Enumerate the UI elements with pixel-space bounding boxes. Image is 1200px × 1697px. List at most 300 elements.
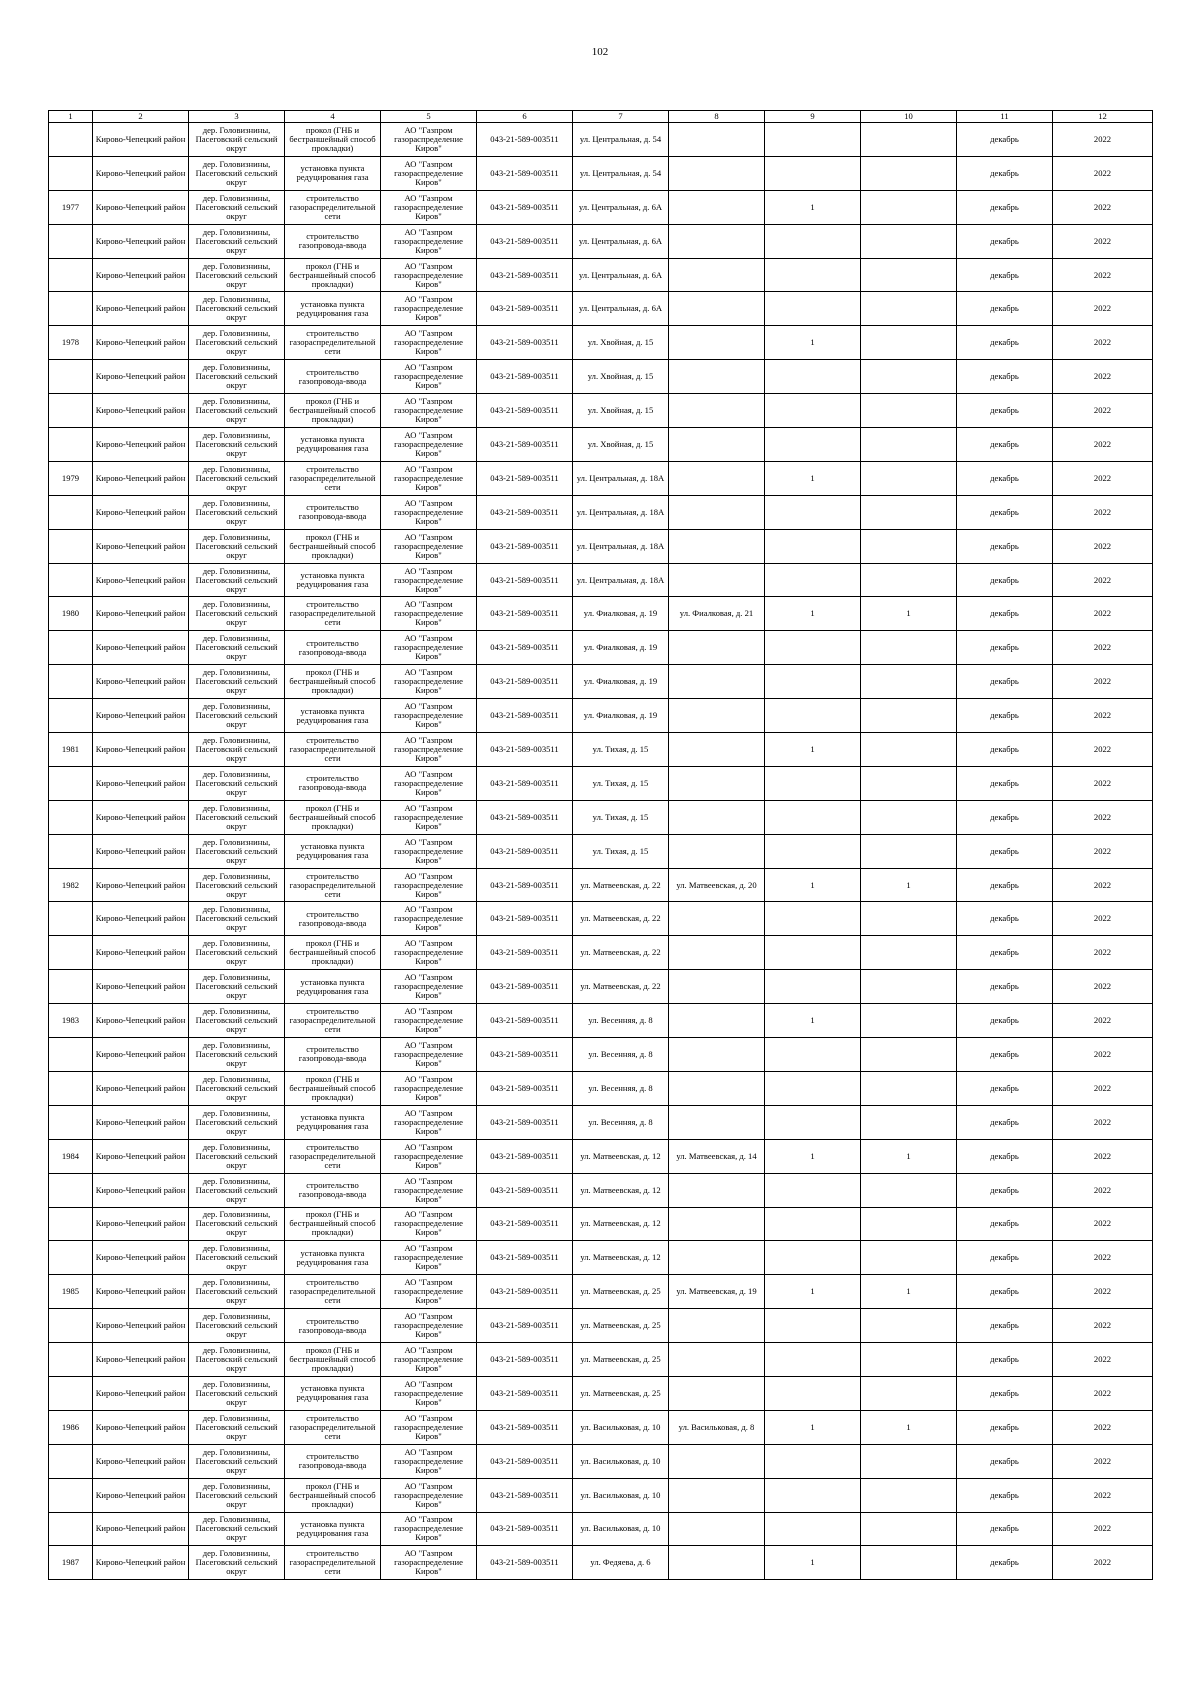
address-text: ул. Матвеевская, д. 12 (580, 1219, 661, 1229)
organization-text: АО "Газпром газораспределение Киров" (394, 363, 463, 391)
settlement-text: дер. Головизнины, Пасеговский сельский округ (195, 1549, 278, 1577)
table-row (49, 1071, 1153, 1105)
cell-district (93, 699, 189, 733)
year-text: 2022 (1093, 134, 1112, 144)
cell-registry-number (477, 665, 573, 699)
settlement-text: дер. Головизнины, Пасеговский сельский округ (195, 1176, 278, 1204)
organization-text: АО "Газпром газораспределение Киров" (394, 329, 463, 357)
district-text: Кирово-Чепецкий район (95, 1490, 186, 1500)
cell-registry-number (477, 699, 573, 733)
cell-year (1053, 224, 1153, 258)
cell-row-number (49, 563, 93, 597)
cell-count-a (765, 766, 861, 800)
cell-registry-number (477, 1546, 573, 1580)
organization-text: АО "Газпром газораспределение Киров" (394, 1481, 463, 1509)
cell-district (93, 936, 189, 970)
month-text: декабрь (990, 439, 1019, 449)
month-text: декабрь (990, 236, 1019, 246)
cell-month (957, 123, 1053, 157)
district-text: Кирово-Чепецкий район (95, 541, 186, 551)
column-header: 7 (573, 111, 669, 123)
work-type-text: строительство газопровода-ввода (298, 1452, 367, 1471)
cell-month (957, 665, 1053, 699)
address-text: ул. Фиалковая, д. 19 (583, 677, 658, 687)
cell-settlement (189, 902, 285, 936)
cell-second-address (669, 1241, 765, 1275)
district-text: Кирово-Чепецкий район (95, 1016, 186, 1026)
table-row (49, 1478, 1153, 1512)
count-a-text: 1 (810, 1151, 815, 1161)
cell-organization (381, 1410, 477, 1444)
settlement-text: дер. Головизнины, Пасеговский сельский округ (195, 261, 278, 289)
cell-count-a (765, 800, 861, 834)
cell-district (93, 428, 189, 462)
cell-row-number (49, 1139, 93, 1173)
cell-year (1053, 733, 1153, 767)
cell-count-a (765, 1207, 861, 1241)
address-text: ул. Весенняя, д. 8 (588, 1049, 653, 1059)
district-text: Кирово-Чепецкий район (95, 1321, 186, 1331)
cell-registry-number (477, 597, 573, 631)
settlement-text: дер. Головизнины, Пасеговский сельский округ (195, 295, 278, 323)
work-type-text: строительство газопровода-ввода (298, 1181, 367, 1200)
cell-organization (381, 1512, 477, 1546)
cell-count-a (765, 190, 861, 224)
cell-second-address (669, 495, 765, 529)
district-text: Кирово-Чепецкий район (95, 1117, 186, 1127)
cell-month (957, 1139, 1053, 1173)
work-type-text: строительство газораспределительной сети (289, 1278, 376, 1306)
cell-work-type (285, 766, 381, 800)
cell-second-address (669, 1139, 765, 1173)
second-address-text: ул. Фиалковая, д. 21 (679, 609, 754, 619)
cell-month (957, 1275, 1053, 1309)
cell-registry-number (477, 428, 573, 462)
cell-settlement (189, 1071, 285, 1105)
cell-work-type (285, 190, 381, 224)
cell-year (1053, 156, 1153, 190)
month-text: декабрь (990, 372, 1019, 382)
table-row (49, 631, 1153, 665)
cell-year (1053, 665, 1153, 699)
cell-address (573, 1478, 669, 1512)
cell-organization (381, 631, 477, 665)
organization-text: АО "Газпром газораспределение Киров" (394, 905, 463, 933)
column-header: 4 (285, 111, 381, 123)
district-text: Кирово-Чепецкий район (95, 812, 186, 822)
address-text: ул. Центральная, д. 54 (579, 168, 662, 178)
registry-number-text: 043-21-589-003511 (490, 1558, 559, 1568)
work-type-text: строительство газопровода-ввода (298, 774, 367, 793)
cell-count-b (861, 326, 957, 360)
page-number: 102 (591, 46, 609, 58)
cell-district (93, 563, 189, 597)
cell-year (1053, 1105, 1153, 1139)
year-text: 2022 (1093, 439, 1112, 449)
organization-text: АО "Газпром газораспределение Киров" (394, 125, 463, 153)
work-type-text: установка пункта редуцирования газа (296, 1384, 369, 1403)
cell-work-type (285, 1207, 381, 1241)
district-text: Кирово-Чепецкий район (95, 304, 186, 314)
year-text: 2022 (1093, 744, 1112, 754)
cell-work-type (285, 394, 381, 428)
table-row (49, 1410, 1153, 1444)
cell-work-type (285, 1241, 381, 1275)
cell-count-b (861, 428, 957, 462)
cell-organization (381, 936, 477, 970)
cell-second-address (669, 190, 765, 224)
cell-count-b (861, 495, 957, 529)
month-text: декабрь (990, 812, 1019, 822)
cell-district (93, 224, 189, 258)
cell-year (1053, 597, 1153, 631)
address-text: ул. Матвеевская, д. 12 (580, 1185, 661, 1195)
cell-work-type (285, 631, 381, 665)
cell-address (573, 597, 669, 631)
cell-district (93, 1241, 189, 1275)
cell-second-address (669, 970, 765, 1004)
address-text: ул. Васильковая, д. 10 (580, 1422, 661, 1432)
cell-district (93, 665, 189, 699)
cell-second-address (669, 631, 765, 665)
table-row (49, 461, 1153, 495)
cell-district (93, 461, 189, 495)
table-row (49, 360, 1153, 394)
cell-settlement (189, 800, 285, 834)
cell-year (1053, 1343, 1153, 1377)
row-number-text: 1987 (61, 1558, 80, 1568)
cell-year (1053, 868, 1153, 902)
cell-address (573, 1376, 669, 1410)
registry-number-text: 043-21-589-003511 (490, 406, 559, 416)
cell-month (957, 360, 1053, 394)
cell-count-b (861, 733, 957, 767)
organization-text: АО "Газпром газораспределение Киров" (394, 939, 463, 967)
cell-organization (381, 123, 477, 157)
settlement-text: дер. Головизнины, Пасеговский сельский округ (195, 769, 278, 797)
cell-row-number (49, 1309, 93, 1343)
settlement-text: дер. Головизнины, Пасеговский сельский округ (195, 1447, 278, 1475)
cell-organization (381, 224, 477, 258)
cell-address (573, 1038, 669, 1072)
year-text: 2022 (1093, 1287, 1112, 1297)
cell-address (573, 1071, 669, 1105)
work-type-text: строительство газораспределительной сети (289, 735, 376, 763)
cell-district (93, 190, 189, 224)
cell-address (573, 1444, 669, 1478)
organization-text: АО "Газпром газораспределение Киров" (394, 566, 463, 594)
cell-row-number (49, 800, 93, 834)
table-row (49, 529, 1153, 563)
organization-text: АО "Газпром газораспределение Киров" (394, 735, 463, 763)
settlement-text: дер. Головизнины, Пасеговский сельский округ (195, 634, 278, 662)
cell-row-number (49, 834, 93, 868)
month-text: декабрь (990, 541, 1019, 551)
registry-number-text: 043-21-589-003511 (490, 1524, 559, 1534)
cell-month (957, 258, 1053, 292)
cell-row-number (49, 1478, 93, 1512)
cell-address (573, 1004, 669, 1038)
count-a-text: 1 (810, 1016, 815, 1026)
cell-settlement (189, 699, 285, 733)
address-text: ул. Тихая, д. 15 (592, 846, 649, 856)
year-text: 2022 (1093, 372, 1112, 382)
year-text: 2022 (1093, 914, 1112, 924)
cell-row-number (49, 766, 93, 800)
district-text: Кирово-Чепецкий район (95, 575, 186, 585)
organization-text: АО "Газпром газораспределение Киров" (394, 464, 463, 492)
registry-number-text: 043-21-589-003511 (490, 812, 559, 822)
table-row (49, 834, 1153, 868)
address-text: ул. Центральная, д. 18А (576, 575, 665, 585)
cell-address (573, 360, 669, 394)
organization-text: АО "Газпром газораспределение Киров" (394, 702, 463, 730)
cell-count-b (861, 156, 957, 190)
cell-work-type (285, 1410, 381, 1444)
cell-count-a (765, 326, 861, 360)
cell-row-number (49, 699, 93, 733)
cell-row-number (49, 326, 93, 360)
district-text: Кирово-Чепецкий район (95, 168, 186, 178)
district-text: Кирово-Чепецкий район (95, 1287, 186, 1297)
cell-second-address (669, 1275, 765, 1309)
cell-settlement (189, 563, 285, 597)
table-row (49, 1207, 1153, 1241)
cell-address (573, 1546, 669, 1580)
cell-work-type (285, 1038, 381, 1072)
cell-organization (381, 1004, 477, 1038)
address-text: ул. Хвойная, д. 15 (587, 338, 654, 348)
cell-work-type (285, 1173, 381, 1207)
column-header: 11 (957, 111, 1053, 123)
table-row (49, 597, 1153, 631)
table-row (49, 224, 1153, 258)
cell-work-type (285, 800, 381, 834)
registry-number-text: 043-21-589-003511 (490, 1016, 559, 1026)
cell-address (573, 428, 669, 462)
year-text: 2022 (1093, 1490, 1112, 1500)
address-text: ул. Центральная, д. 6А (578, 270, 663, 280)
cell-settlement (189, 258, 285, 292)
settlement-text: дер. Головизнины, Пасеговский сельский округ (195, 1040, 278, 1068)
address-text: ул. Матвеевская, д. 25 (580, 1355, 661, 1364)
cell-count-b (861, 529, 957, 563)
table-row (49, 563, 1153, 597)
cell-organization (381, 733, 477, 767)
cell-settlement (189, 970, 285, 1004)
organization-text: АО "Газпром газораспределение Киров" (394, 871, 463, 899)
settlement-text: дер. Головизнины, Пасеговский сельский округ (195, 973, 278, 1001)
cell-organization (381, 1139, 477, 1173)
row-number-text: 1985 (61, 1287, 80, 1297)
cell-settlement (189, 190, 285, 224)
cell-district (93, 733, 189, 767)
registry-number-text: 043-21-589-003511 (490, 473, 559, 483)
cell-count-b (861, 1038, 957, 1072)
cell-settlement (189, 631, 285, 665)
cell-work-type (285, 1444, 381, 1478)
district-text: Кирово-Чепецкий район (95, 1049, 186, 1059)
cell-count-a (765, 1038, 861, 1072)
settlement-text: дер. Головизнины, Пасеговский сельский округ (195, 1481, 278, 1509)
year-text: 2022 (1093, 507, 1112, 517)
month-text: декабрь (990, 711, 1019, 721)
district-text: Кирово-Чепецкий район (95, 1524, 186, 1534)
cell-settlement (189, 123, 285, 157)
cell-district (93, 1173, 189, 1207)
cell-count-a (765, 631, 861, 665)
address-text: ул. Хвойная, д. 15 (587, 372, 654, 382)
table-row (49, 699, 1153, 733)
cell-work-type (285, 970, 381, 1004)
cell-count-a (765, 1410, 861, 1444)
year-text: 2022 (1093, 982, 1112, 992)
table-row (49, 1444, 1153, 1478)
table-row (49, 258, 1153, 292)
cell-settlement (189, 529, 285, 563)
district-text: Кирово-Чепецкий район (95, 473, 186, 483)
cell-count-b (861, 360, 957, 394)
year-text: 2022 (1093, 1558, 1112, 1568)
organization-text: АО "Газпром газораспределение Киров" (394, 397, 463, 425)
work-type-text: установка пункта редуцирования газа (296, 842, 369, 861)
work-type-text: прокол (ГНБ и бестраншейный способ прокладки) (289, 939, 376, 967)
column-header: 5 (381, 111, 477, 123)
cell-year (1053, 1512, 1153, 1546)
cell-registry-number (477, 292, 573, 326)
cell-count-a (765, 1343, 861, 1377)
settlement-text: дер. Головизнины, Пасеговский сельский округ (195, 532, 278, 560)
work-type-text: прокол (ГНБ и бестраншейный способ прокладки) (289, 261, 376, 289)
work-type-text: строительство газораспределительной сети (289, 464, 376, 492)
cell-address (573, 1241, 669, 1275)
cell-settlement (189, 1105, 285, 1139)
cell-work-type (285, 1478, 381, 1512)
cell-work-type (285, 529, 381, 563)
column-header: 6 (477, 111, 573, 123)
cell-registry-number (477, 394, 573, 428)
table-row (49, 156, 1153, 190)
cell-month (957, 699, 1053, 733)
organization-text: АО "Газпром газораспределение Киров" (394, 159, 463, 187)
district-text: Кирово-Чепецкий район (95, 1355, 186, 1364)
cell-organization (381, 1444, 477, 1478)
cell-work-type (285, 360, 381, 394)
cell-month (957, 461, 1053, 495)
cell-settlement (189, 1376, 285, 1410)
cell-year (1053, 1241, 1153, 1275)
cell-district (93, 360, 189, 394)
cell-registry-number (477, 631, 573, 665)
cell-district (93, 766, 189, 800)
cell-count-a (765, 1139, 861, 1173)
registry-number-text: 043-21-589-003511 (490, 1117, 559, 1127)
cell-settlement (189, 1173, 285, 1207)
cell-year (1053, 1139, 1153, 1173)
cell-district (93, 1105, 189, 1139)
table-row (49, 190, 1153, 224)
cell-month (957, 1071, 1053, 1105)
second-address-text: ул. Васильковая, д. 8 (678, 1422, 755, 1432)
work-type-text: прокол (ГНБ и бестраншейный способ прокладки) (289, 668, 376, 696)
work-type-text: установка пункта редуцирования газа (296, 164, 369, 183)
registry-number-text: 043-21-589-003511 (490, 711, 559, 721)
settlement-text: дер. Головизнины, Пасеговский сельский округ (195, 125, 278, 153)
cell-address (573, 733, 669, 767)
cell-year (1053, 495, 1153, 529)
cell-registry-number (477, 1207, 573, 1241)
cell-second-address (669, 1546, 765, 1580)
cell-settlement (189, 1139, 285, 1173)
cell-month (957, 1309, 1053, 1343)
settlement-text: дер. Головизнины, Пасеговский сельский округ (195, 1244, 278, 1272)
cell-row-number (49, 1546, 93, 1580)
cell-second-address (669, 394, 765, 428)
cell-registry-number (477, 461, 573, 495)
cell-count-a (765, 1241, 861, 1275)
year-text: 2022 (1093, 643, 1112, 653)
registry-number-text: 043-21-589-003511 (490, 778, 559, 788)
address-text: ул. Фиалковая, д. 19 (583, 711, 658, 721)
cell-registry-number (477, 1309, 573, 1343)
month-text: декабрь (990, 609, 1019, 619)
cell-year (1053, 258, 1153, 292)
cell-second-address (669, 529, 765, 563)
address-text: ул. Центральная, д. 6А (578, 304, 663, 314)
district-text: Кирово-Чепецкий район (95, 982, 186, 992)
work-type-text: строительство газораспределительной сети (289, 871, 376, 899)
cell-month (957, 868, 1053, 902)
cell-address (573, 1105, 669, 1139)
cell-work-type (285, 1275, 381, 1309)
cell-district (93, 1546, 189, 1580)
registry-number-text: 043-21-589-003511 (490, 1253, 559, 1263)
work-type-text: прокол (ГНБ и бестраншейный способ прокладки) (289, 1074, 376, 1102)
table-row (49, 868, 1153, 902)
cell-settlement (189, 1546, 285, 1580)
cell-second-address (669, 1071, 765, 1105)
organization-text: АО "Газпром газораспределение Киров" (394, 1040, 463, 1068)
cell-count-b (861, 665, 957, 699)
cell-address (573, 1173, 669, 1207)
cell-district (93, 1004, 189, 1038)
year-text: 2022 (1093, 406, 1112, 416)
year-text: 2022 (1093, 541, 1112, 551)
cell-settlement (189, 495, 285, 529)
cell-second-address (669, 360, 765, 394)
cell-district (93, 495, 189, 529)
cell-settlement (189, 394, 285, 428)
settlement-text: дер. Головизнины, Пасеговский сельский округ (195, 1007, 278, 1035)
work-type-text: установка пункта редуцирования газа (296, 1248, 369, 1267)
cell-settlement (189, 1004, 285, 1038)
cell-count-b (861, 1343, 957, 1377)
district-text: Кирово-Чепецкий район (95, 134, 186, 144)
registry-number-text: 043-21-589-003511 (490, 914, 559, 924)
table-row (49, 394, 1153, 428)
cell-row-number (49, 529, 93, 563)
cell-organization (381, 1343, 477, 1377)
cell-registry-number (477, 936, 573, 970)
column-header: 1 (49, 111, 93, 123)
cell-row-number (49, 1343, 93, 1377)
month-text: декабрь (990, 1016, 1019, 1026)
cell-second-address (669, 1478, 765, 1512)
cell-count-b (861, 1444, 957, 1478)
month-text: декабрь (990, 982, 1019, 992)
cell-year (1053, 1444, 1153, 1478)
cell-count-b (861, 224, 957, 258)
